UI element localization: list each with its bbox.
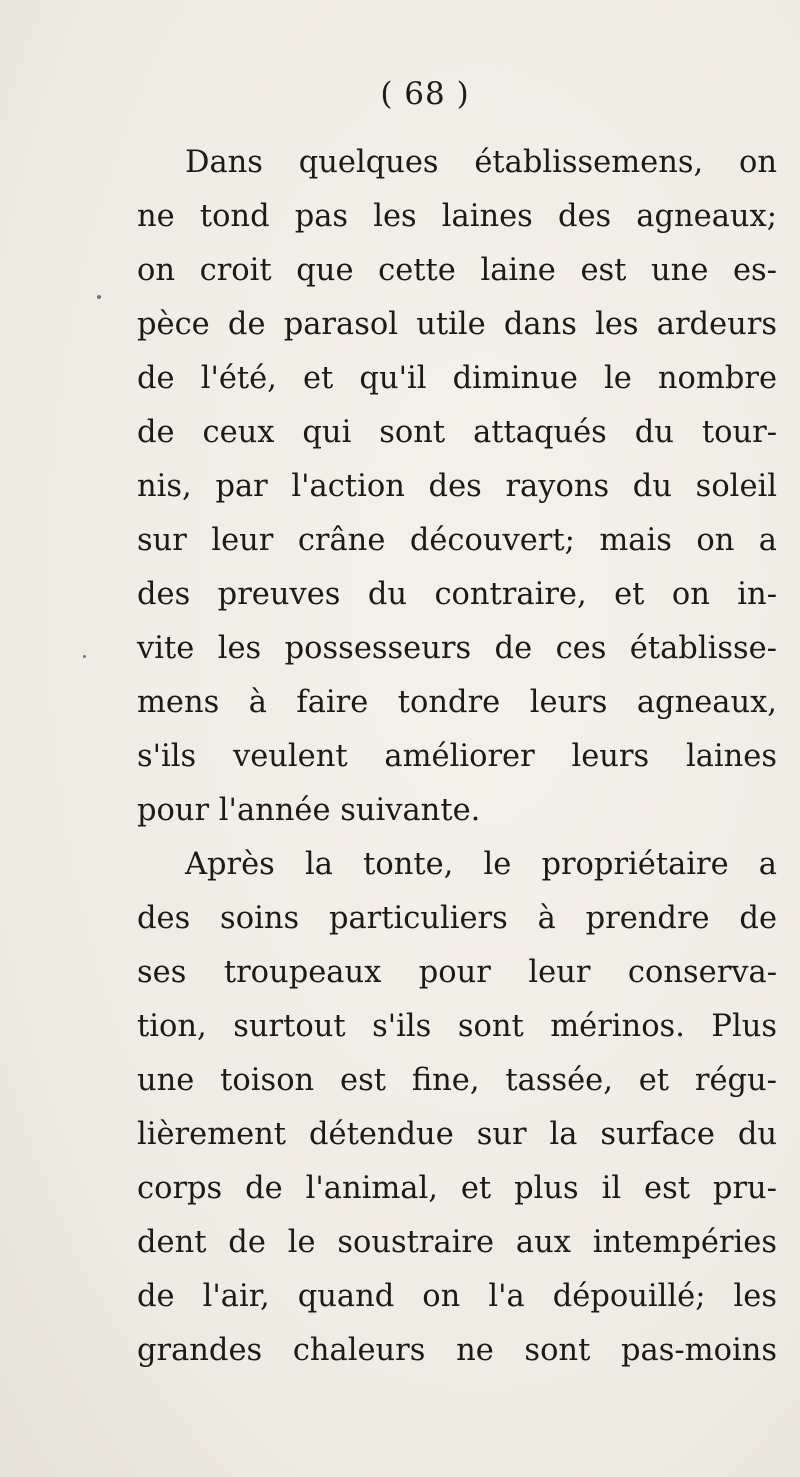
text-line: de ceux qui sont attaqués du tour- [137,415,777,450]
text-line: une toison est fine, tassée, et régu- [137,1063,777,1098]
text-line: Après la tonte, le propriétaire a [185,847,777,882]
text-line: des soins particuliers à prendre de [137,901,777,936]
text-line: dent de le soustraire aux intempéries [137,1225,777,1260]
text-line: Dans quelques établissemens, on [185,145,777,180]
text-line: mens à faire tondre leurs agneaux, [137,685,777,720]
text-line: des preuves du contraire, et on in- [137,577,777,612]
text-line: vite les possesseurs de ces établisse- [137,631,777,666]
text-line: de l'été, et qu'il diminue le nombre [137,361,777,396]
text-line: de l'air, quand on l'a dépouillé; les [137,1279,777,1314]
text-line: on croit que cette laine est une es- [137,253,777,288]
body-text [137,136,777,1378]
text-line: ne tond pas les laines des agneaux; [137,199,777,234]
text-line: s'ils veulent améliorer leurs laines [137,739,777,774]
text-line: grandes chaleurs ne sont pas-moins [137,1333,777,1368]
text-line: lièrement détendue sur la surface du [137,1117,777,1152]
ink-speck [97,295,101,299]
ink-speck [83,655,86,658]
text-line: ses troupeaux pour leur conserva- [137,955,777,990]
text-line: pour l'année suivante. [137,793,481,828]
text-line: sur leur crâne découvert; mais on a [137,523,777,558]
text-line: nis, par l'action des rayons du soleil [137,469,777,504]
page-number: ( 68 ) [380,76,470,112]
text-line: pèce de parasol utile dans les ardeurs [137,307,777,342]
text-line: tion, surtout s'ils sont mérinos. Plus [137,1009,777,1044]
text-line: corps de l'animal, et plus il est pru- [137,1171,777,1206]
